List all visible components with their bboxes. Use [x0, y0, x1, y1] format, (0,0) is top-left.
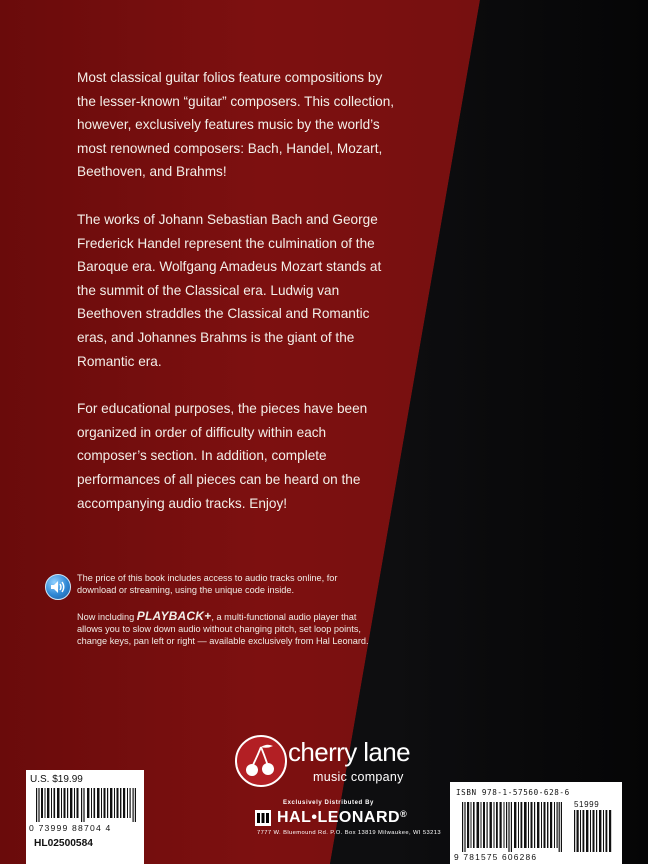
audio-access-text: The price of this book includes access to audio tracks online, for download or streaming, using the unique code inside.: [77, 573, 338, 596]
playback-plus-logo: PLAYBACK+: [136, 609, 212, 623]
registered-mark: ®: [400, 809, 408, 819]
ean-digits: 9 781575 606286: [454, 852, 538, 862]
distributor-name-text: HAL•LEONARD: [277, 809, 401, 826]
publisher-name: cherry lane: [288, 737, 411, 767]
hal-leonard-icon: [255, 810, 271, 826]
description-text: [77, 66, 397, 539]
price-barcode-box: [26, 770, 144, 864]
isbn-barcode-box: [450, 782, 622, 864]
upc-barcode: [36, 788, 136, 822]
isbn-number: ISBN 978-1-57560-628-6: [456, 788, 570, 797]
speaker-icon: [45, 574, 71, 600]
price: U.S. $19.99: [30, 774, 83, 785]
ean-barcode: [462, 802, 562, 852]
cherry-icon: [235, 735, 287, 787]
item-code: HL02500584: [34, 838, 93, 849]
paragraph-2: The works of Johann Sebastian Bach and George Frederick Handel represent the culmination of the Baroque era. Wolfgang Amadeus Mozart stands at the summit of the Classical era. Ludwig van Beethoven straddles the Classical and Romantic eras, and Johannes Brahms is the giant of the Romantic era.: [77, 211, 382, 369]
paragraph-3: For educational purposes, the pieces have been organized in order of difficulty within each composer’s section. In addition, complete performances of all pieces can be heard on the accompanying audio tracks. Enjoy!: [77, 401, 368, 511]
playback-prefix: Now including: [77, 612, 137, 622]
publisher-tagline: music company: [313, 770, 404, 784]
addon-price-code: 51999: [574, 800, 600, 809]
cherry-lane-logo: [235, 735, 435, 790]
distributed-by-label: Exclusively Distributed By: [283, 800, 374, 806]
addon-barcode: [574, 810, 612, 852]
distributor-address: 7777 W. Bluemound Rd. P.O. Box 13819 Milwaukee, WI 53213: [257, 830, 442, 836]
distributor-name: [277, 809, 407, 827]
playback-text: [77, 610, 377, 648]
upc-digits: 0 73999 88704 4: [29, 823, 112, 833]
playback-suffix: , a multi-functional audio player that allows you to slow down audio without changing pitch, set loop points, change keys, pan left or right — available exclusively from Hal Leonard.: [77, 612, 369, 647]
paragraph-1: Most classical guitar folios feature compositions by the lesser-known “guitar” composers. This collection, however, exclusively features music by the world’s most renowned composers: Bach, Handel, Mozart, Beethoven, and Brahms!: [77, 70, 395, 180]
